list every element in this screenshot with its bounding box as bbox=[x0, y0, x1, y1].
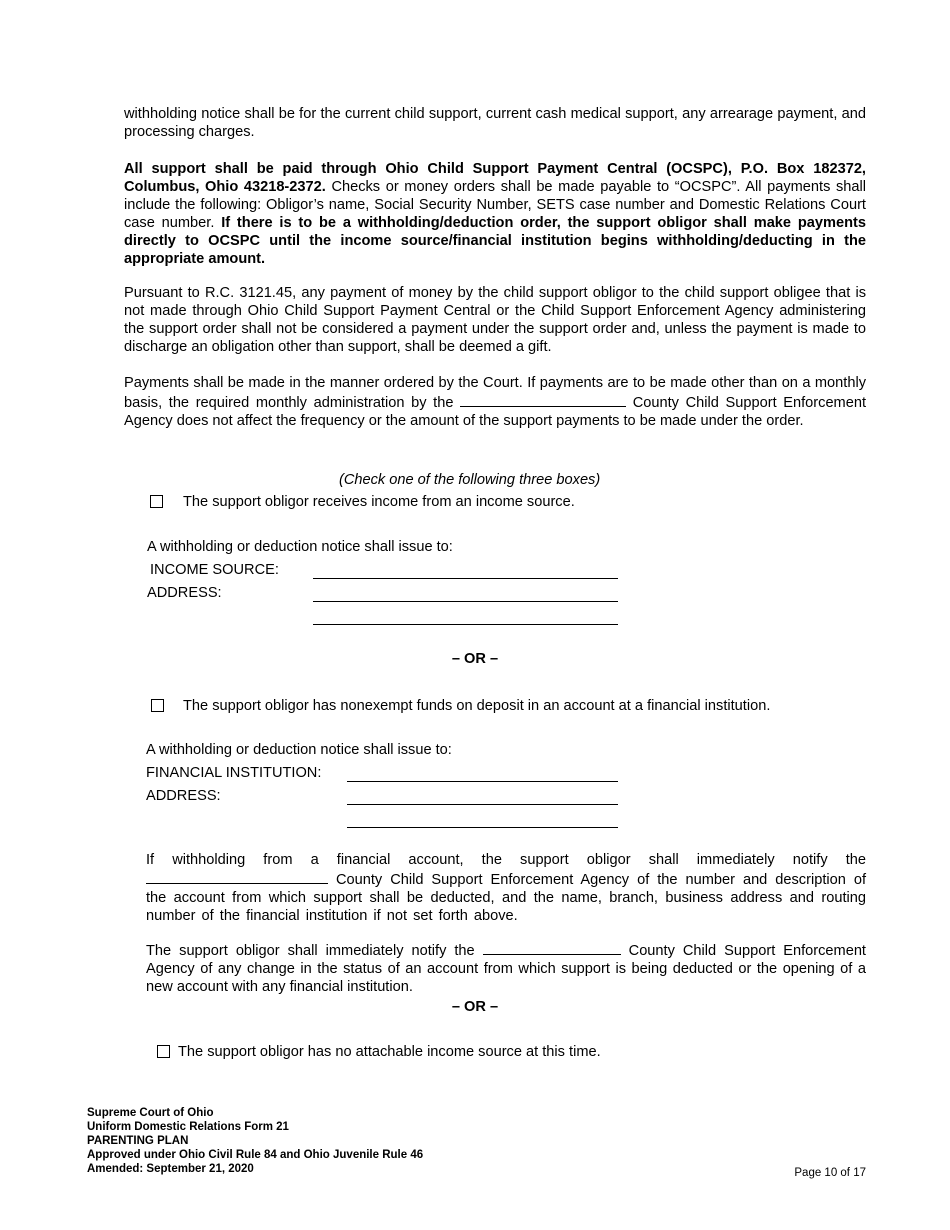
paragraph-payment-central bbox=[124, 160, 866, 268]
footer-plan: PARENTING PLAN bbox=[87, 1135, 189, 1147]
check-instruction: (Check one of the following three boxes) bbox=[339, 472, 601, 488]
paragraph-rc-3121-45: Pursuant to R.C. 3121.45, any payment of money by the child support obligor to the child support obligee that is not made through Ohio Child Support Payment Central or the Child Support Enforcement Agency administering the support order shall not be considered a payment under the support order and, unless the payment is made to discharge an obligation other than support, shall be deemed a gift. bbox=[124, 285, 866, 355]
page-number: Page 10 of 17 bbox=[794, 1167, 866, 1179]
account-change-text-b: County Child Support Enforcement Agency of any change in the status of an account from which support is being deducted or the opening of a new account with any financial institution. bbox=[146, 943, 866, 995]
footer-court: Supreme Court of Ohio bbox=[87, 1107, 214, 1119]
option-financial-institution-label: The support obligor has nonexempt funds on deposit in an account at a financial institution. bbox=[183, 698, 771, 714]
income-source-label: INCOME SOURCE: bbox=[150, 562, 279, 578]
payment-address-bold: All support shall be paid through Ohio Child Support Payment Central (OCSPC), P.O. Box 182372, Columbus, Ohio 43218-2372. bbox=[124, 161, 866, 195]
financial-address-field-2[interactable] bbox=[347, 827, 618, 828]
checkbox-income-source[interactable] bbox=[150, 495, 163, 508]
financial-notice-text: A withholding or deduction notice shall issue to: bbox=[146, 742, 452, 758]
or-separator-1: – OR – bbox=[451, 651, 499, 667]
income-source-field[interactable] bbox=[313, 578, 618, 579]
footer-amended: Amended: September 21, 2020 bbox=[87, 1163, 254, 1175]
option-no-income-source-label: The support obligor has no attachable income source at this time. bbox=[178, 1044, 601, 1060]
financial-address-label: ADDRESS: bbox=[146, 788, 221, 804]
payment-instructions: Checks or money orders shall be made payable to “OCSPC”. All payments shall include the following: Obligor’s name, Social Security Number, SETS case number and Domestic Relations Court case number. bbox=[124, 179, 866, 231]
withholding-order-bold: If there is to be a withholding/deduction order, the support obligor shall make payments directly to OCSPC until the income source/financial institution begins withholding/deducting in the appropriate amount. bbox=[124, 215, 866, 267]
account-change-text-a: The support obligor shall immediately notify the bbox=[146, 943, 483, 959]
payment-manner-text-a: Payments shall be made in the manner ordered by the Court. If payments are to be made other than on a monthly basis, the required monthly administration by the bbox=[124, 375, 866, 411]
financial-institution-field[interactable] bbox=[347, 781, 618, 782]
financial-address-field-1[interactable] bbox=[347, 804, 618, 805]
income-address-field-1[interactable] bbox=[313, 601, 618, 602]
income-address-label: ADDRESS: bbox=[147, 585, 222, 601]
financial-notify-text-b: County Child Support Enforcement Agency of the number and description of the account from which support shall be deducted, and the name, branch, business address and routing number of the financial institution if not set forth above. bbox=[146, 872, 866, 924]
county-blank-2[interactable] bbox=[146, 869, 328, 884]
footer-form: Uniform Domestic Relations Form 21 bbox=[87, 1121, 289, 1133]
county-blank-1[interactable] bbox=[460, 392, 626, 407]
income-address-field-2[interactable] bbox=[313, 624, 618, 625]
or-separator-2: – OR – bbox=[451, 999, 499, 1015]
financial-institution-label: FINANCIAL INSTITUTION: bbox=[146, 765, 322, 781]
option-income-source-label: The support obligor receives income from an income source. bbox=[183, 494, 575, 510]
checkbox-financial-institution[interactable] bbox=[151, 699, 164, 712]
financial-notify-text-a: If withholding from a financial account, the support obligor shall immediately notify the bbox=[146, 852, 866, 868]
paragraph-withholding-notice: withholding notice shall be for the current child support, current cash medical support, any arrearage payment, and processing charges. bbox=[124, 106, 866, 140]
payment-manner-text-b: County Child Support Enforcement Agency does not affect the frequency or the amount of the support payments to be made under the order. bbox=[124, 395, 867, 429]
paragraph-financial-notify bbox=[146, 851, 866, 925]
county-blank-3[interactable] bbox=[483, 940, 621, 955]
footer-block bbox=[87, 1106, 423, 1176]
paragraph-account-change bbox=[146, 940, 866, 996]
checkbox-no-income-source[interactable] bbox=[157, 1045, 170, 1058]
footer-approved: Approved under Ohio Civil Rule 84 and Ohio Juvenile Rule 46 bbox=[87, 1149, 424, 1161]
income-notice-text: A withholding or deduction notice shall issue to: bbox=[147, 539, 453, 555]
paragraph-payment-manner bbox=[124, 374, 866, 430]
